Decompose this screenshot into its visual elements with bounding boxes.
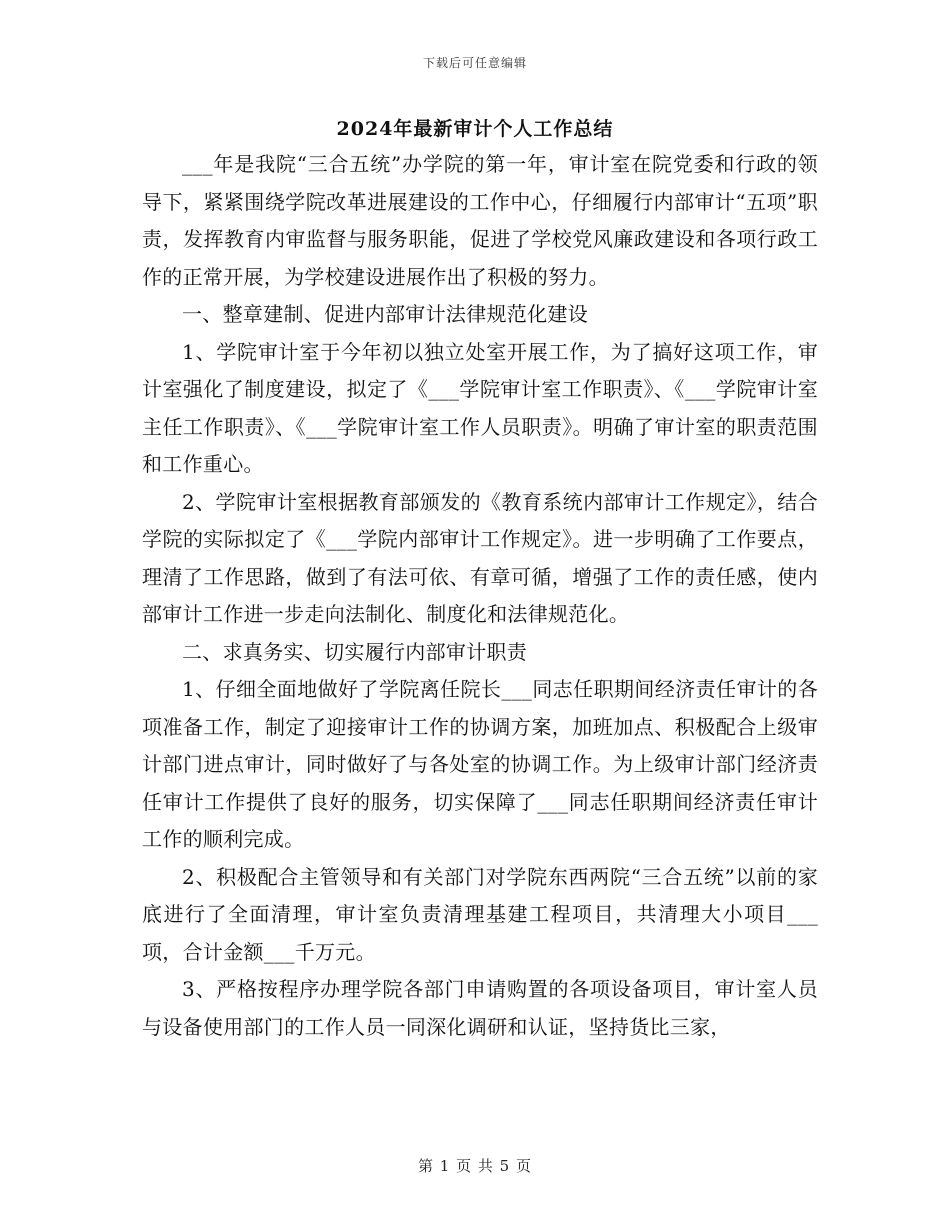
header-note: 下载后可任意编辑 [422,56,527,70]
paragraph-intro: ___年是我院“三合五统”办学院的第一年，审计室在院党委和行政的领导下，紧紧围绕学院改革进展建设的工作中心，仔细履行内部审计“五项”职责，发挥教育内审监督与服务职能，促进了学校党风廉政建设和各项行政工作的正常开展，为学校建设进展作出了积极的努力。 [142,152,818,289]
paragraph-2-3: 3、严格按程序办理学院各部门申请购置的各项设备项目，审计室人员与设备使用部门的工作人员一同深化调研和认证，坚持货比三家， [142,977,818,1039]
paragraph-1-1: 1、学院审计室于今年初以独立处室开展工作，为了搞好这项工作，审计室强化了制度建设，拟定了《___学院审计室工作职责》、《___学院审计室主任工作职责》、《___学院审计室工作人员职责》。明确了审计室的职责范围和工作重心。 [142,339,818,476]
section-heading-2: 二、求真务实、切实履行内部审计职责 [182,639,528,664]
paragraph-1-2: 2、学院审计室根据教育部颁发的《教育系统内部审计工作规定》，结合学院的实际拟定了《___学院内部审计工作规定》。进一步明确了工作要点，理清了工作思路，做到了有法可依、有章可循，增强了工作的责任感，使内部审计工作进一步走向法制化、制度化和法律规范化。 [142,489,818,626]
page-indicator: 第 1 页 共 5 页 [418,1157,532,1175]
section-heading-1: 一、整章建制、促进内部审计法律规范化建设 [182,302,588,326]
document-title: 2024年最新审计个人工作总结 [336,118,614,140]
document-body [142,146,818,1046]
paragraph-2-1: 1、仔细全面地做好了学院离任院长___同志任职期间经济责任审计的各项准备工作，制定了迎接审计工作的协调方案，加班加点、积极配合上级审计部门进点审计，同时做好了与各处室的协调工作。为上级审计部门经济责任审计工作提供了良好的服务，切实保障了___同志任职期间经济责任审计工作的顺利完成。 [142,677,818,851]
paragraph-2-2: 2、积极配合主管领导和有关部门对学院东西两院“三合五统”以前的家底进行了全面清理，审计室负责清理基建工程项目，共清理大小项目___项，合计金额___千万元。 [142,864,818,964]
